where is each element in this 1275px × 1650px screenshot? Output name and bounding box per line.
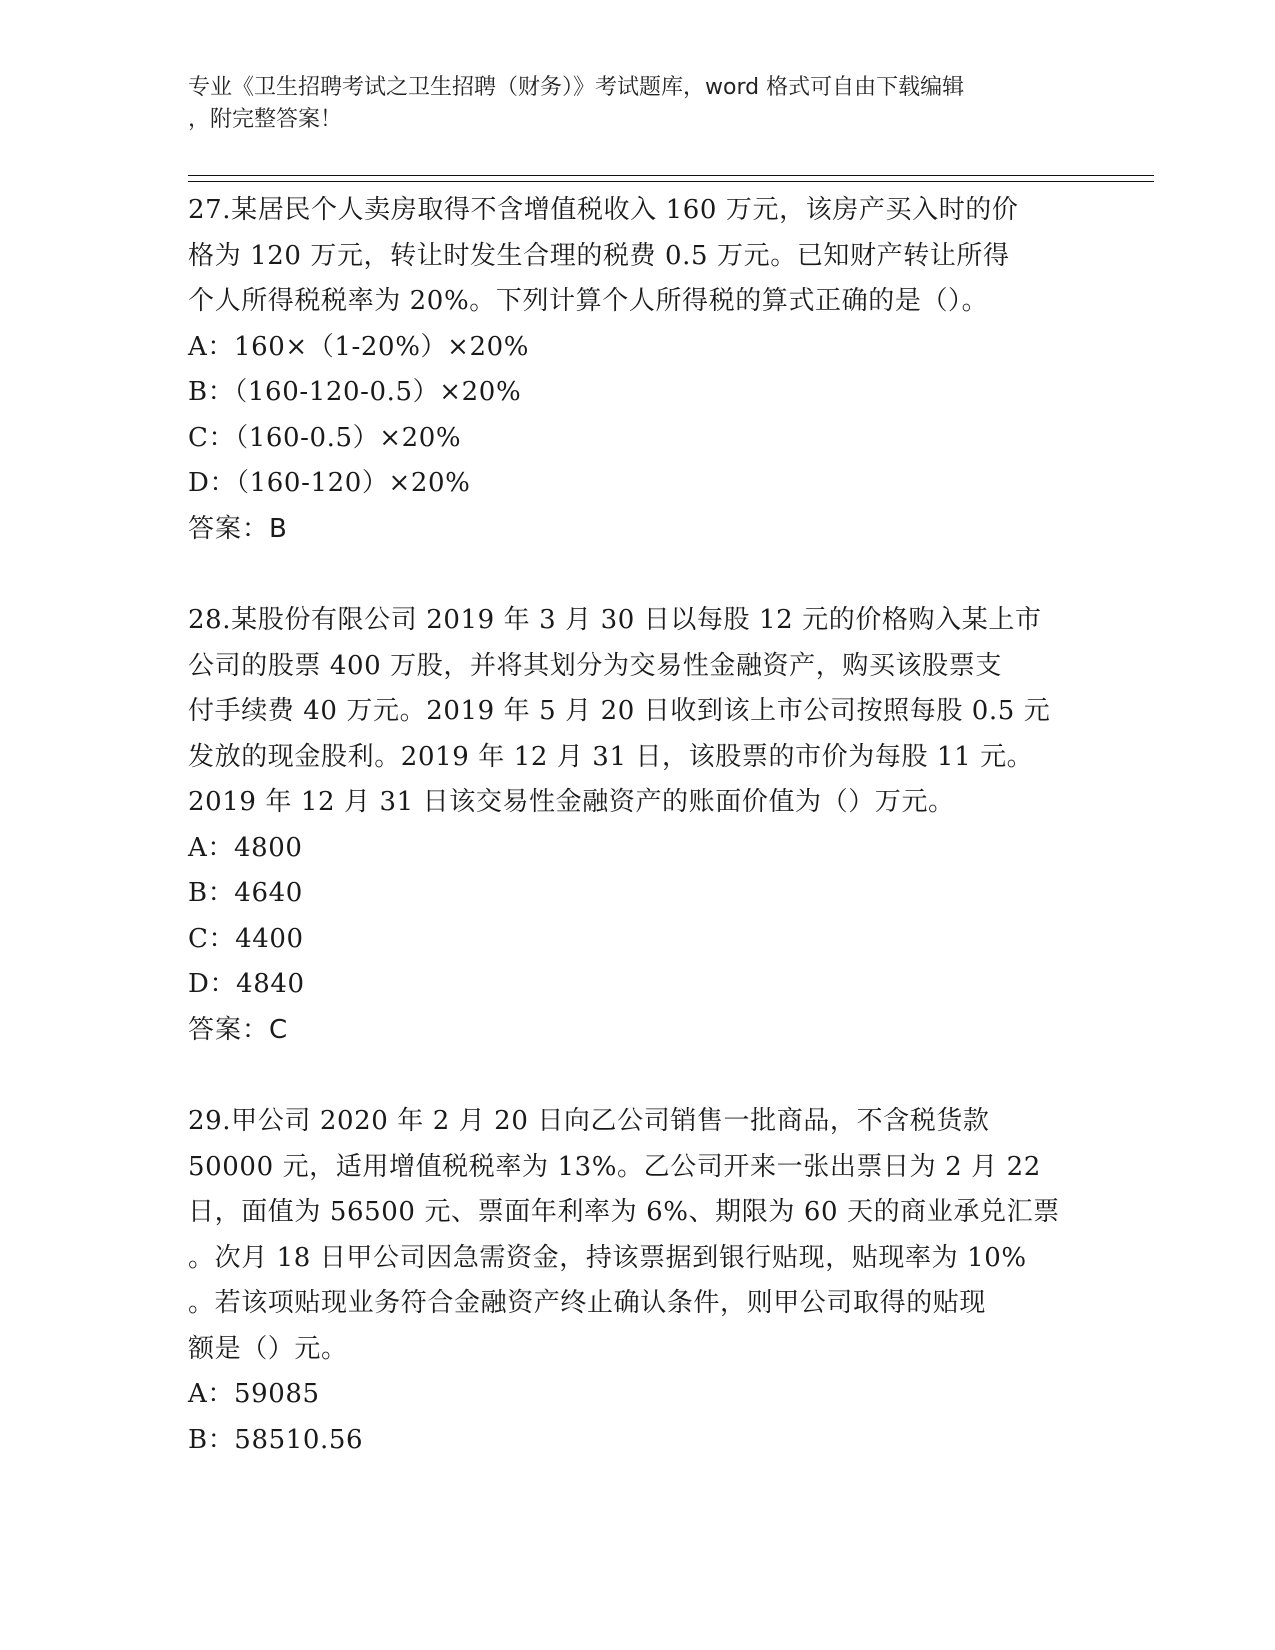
question-text-line: 发放的现金股利。2019 年 12 月 31 日，该股票的市价为每股 11 元。 [188, 741, 1034, 772]
question-text-line: 格为 120 万元，转让时发生合理的税费 0.5 万元。已知财产转让所得 [188, 240, 1010, 271]
answer-line: 答案：C [188, 1014, 289, 1045]
option-a: A：59085 [188, 1379, 320, 1409]
option-b: B：4640 [188, 878, 303, 908]
header-line: 专业《卫生招聘考试之卫生招聘（财务）》考试题库，word 格式可自由下载编辑 [188, 75, 965, 100]
question-text-line: 额是（）元。 [188, 1333, 348, 1364]
option-c: C：4400 [188, 923, 304, 954]
question-text-line: 29.甲公司 2020 年 2 月 20 日向乙公司销售一批商品，不含税货款 [188, 1106, 990, 1136]
question-text-line: 个人所得税税率为 20%。下列计算个人所得税的算式正确的是（）。 [188, 286, 989, 316]
question-text-line: 。若该项贴现业务符合金融资产终止确认条件，则甲公司取得的贴现 [188, 1288, 987, 1318]
option-d: D：（160-120）×20% [188, 468, 471, 498]
question-29 [188, 1099, 1088, 1463]
question-27 [188, 188, 1088, 552]
option-d: D：4840 [188, 969, 305, 999]
option-c: C：（160-0.5）×20% [188, 422, 462, 453]
answer-line: 答案：B [188, 513, 288, 544]
question-text-line: 付手续费 40 万元。2019 年 5 月 20 日收到该上市公司按照每股 0.5 元 [188, 696, 1051, 726]
option-b: B：58510.56 [188, 1424, 364, 1455]
option-a: A：4800 [188, 832, 303, 863]
header-line: ，附完整答案！ [188, 107, 343, 132]
document-header [188, 72, 1068, 136]
question-text-line: 28.某股份有限公司 2019 年 3 月 30 日以每股 12 元的价格购入某上市 [188, 605, 1042, 635]
question-list [188, 188, 1088, 1463]
option-b: B：（160-120-0.5）×20% [188, 377, 522, 407]
option-a: A：160×（1-20%）×20% [188, 331, 530, 362]
question-text-line: 50000 元，适用增值税税率为 13%。乙公司开来一张出票日为 2 月 22 [188, 1151, 1041, 1182]
header-divider-bottom [188, 181, 1154, 182]
question-spacer [188, 1053, 1088, 1099]
question-text-line: 27.某居民个人卖房取得不含增值税收入 160 万元，该房产买入时的价 [188, 195, 1019, 225]
question-28 [188, 598, 1088, 1053]
question-text-line: 日，面值为 56500 元、票面年利率为 6%、期限为 60 天的商业承兑汇票 [188, 1197, 1060, 1227]
question-text-line: 公司的股票 400 万股，并将其划分为交易性金融资产，购买该股票支 [188, 650, 1002, 681]
question-text-line: 。次月 18 日甲公司因急需资金，持该票据到银行贴现，贴现率为 10% [188, 1242, 1027, 1273]
question-text-line: 2019 年 12 月 31 日该交易性金融资产的账面价值为（）万元。 [188, 787, 955, 817]
question-spacer [188, 552, 1088, 598]
header-divider-top [188, 175, 1154, 176]
